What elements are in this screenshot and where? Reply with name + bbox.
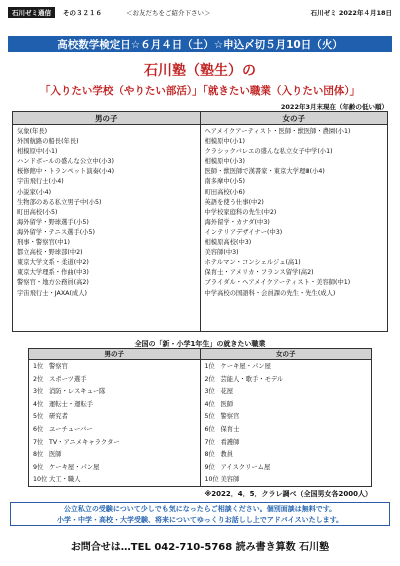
rank-number: 1位 <box>33 363 44 370</box>
ranking-row <box>33 374 196 387</box>
consultation-line-1: 公立私立の受験について少しでも気になったらご相談ください。個別面談は無料です。 <box>63 505 337 513</box>
rank-job: 保育士 <box>220 425 240 433</box>
ranking-row <box>205 474 368 487</box>
ranking-row <box>33 437 196 450</box>
publish-date: 石川ゼミ 2022年４月18日 <box>310 8 392 17</box>
rank-number: 7位 <box>204 438 215 446</box>
ranking-row <box>205 462 368 475</box>
rank-number: 4位 <box>33 400 44 408</box>
wish-row: 中学校家庭科の先生(中2) <box>204 208 277 216</box>
consultation-box <box>10 502 390 526</box>
ranking-boys-header: 男の子 <box>29 349 201 359</box>
wishes-table-header <box>13 112 387 125</box>
rank-job: 看護師 <box>220 438 240 446</box>
wish-row: 刑事・警察官(中1) <box>17 239 70 247</box>
wish-row: 東京大学理系・作曲(中3) <box>17 269 89 277</box>
girls-wishes-column <box>201 125 388 331</box>
exam-date-banner: 高校数学検定日☆６月４日（土）☆申込〆切５月10日（火） <box>8 36 392 52</box>
ranking-row <box>205 361 368 374</box>
rank-job: 警察官 <box>49 363 68 370</box>
rank-job: 研究者 <box>49 413 68 421</box>
wish-row: 生物部のある私立男子中(小5) <box>17 198 102 206</box>
wish-row: 相模原高校(中3) <box>204 239 252 247</box>
ranking-table-header <box>29 349 371 360</box>
wish-row: 相模原中(小1) <box>204 138 245 146</box>
wish-row: クラシックバレエの盛んな私立女子中学(小1) <box>204 148 333 156</box>
ranking-row <box>33 424 196 437</box>
newsletter-header <box>8 6 392 18</box>
rank-job: 美容師 <box>220 476 240 484</box>
rank-job: スポーツ選手 <box>49 375 87 383</box>
girls-column-header: 女の子 <box>282 114 305 123</box>
rank-number: 8位 <box>204 451 215 459</box>
rank-job: ユーチューバー <box>49 425 93 433</box>
ranking-girls-header: 女の子 <box>276 350 296 358</box>
rank-job: 花屋 <box>220 388 234 396</box>
rank-number: 1位 <box>204 363 215 370</box>
wish-row: 宇宙飛行士・JAXA(成人) <box>17 289 87 297</box>
rank-job: 芸能人・歌手・モデル <box>220 375 284 383</box>
ranking-row <box>33 399 196 412</box>
ranking-row <box>205 449 368 462</box>
newsletter-tag: 石川ゼミ通信 <box>8 7 55 18</box>
rank-number: 3位 <box>204 388 215 396</box>
wish-row: ヘアメイクアーティスト・医師・獣医師・農園(小1) <box>204 128 351 135</box>
wish-row: 相模原中(小1) <box>17 148 58 156</box>
wish-row: 相模原中(小3) <box>204 158 245 166</box>
rank-job: 医師 <box>220 400 234 408</box>
wish-row: 町田高校(小6) <box>204 188 245 196</box>
wish-row: ブライダル・ヘアメイクアーティスト・美容師(中1) <box>204 279 351 287</box>
wish-row: ハンドボールの盛んな公立中(小3) <box>17 158 114 166</box>
wish-row: 小説家(小4) <box>17 188 52 196</box>
wish-row: 都立高校・野球部(中2) <box>17 249 83 257</box>
rank-number: 8位 <box>33 451 44 459</box>
ranking-boys-column <box>29 360 201 487</box>
ranking-girls-column <box>201 360 372 487</box>
rank-number: 2位 <box>33 375 44 383</box>
rank-job: 警察官 <box>220 413 240 421</box>
rank-number: 7位 <box>33 438 44 446</box>
referral-note: ＜お友だちをご紹介下さい＞ <box>126 8 211 17</box>
ranking-row <box>205 411 368 424</box>
wish-row: 保育士・アメリカ・フランス留学(高2) <box>204 269 314 277</box>
wish-row: 美容師(中3) <box>204 249 239 257</box>
rank-job: TV・アニメキャラクター <box>49 438 120 446</box>
wish-row: 町田高校(小5) <box>17 208 58 216</box>
ranking-row <box>33 386 196 399</box>
ranking-row <box>33 474 196 487</box>
wishes-table <box>12 111 388 332</box>
rank-job: ケーキ屋・パン屋 <box>49 463 100 471</box>
ranking-table <box>28 348 372 487</box>
ranking-row <box>205 386 368 399</box>
ranking-row <box>33 462 196 475</box>
rank-number: 9位 <box>33 463 44 471</box>
rank-job: 教員 <box>220 451 234 459</box>
contact-line: お問合せは…TEL 042-710-5768 読み書き算数 石川塾 <box>70 542 330 553</box>
wish-row: 南多摩中(小5) <box>204 178 245 186</box>
boys-column-header: 男の子 <box>13 112 201 124</box>
rank-number: 5位 <box>204 413 215 421</box>
wish-row: 宇宙飛行士(小4) <box>17 178 64 186</box>
ranking-row <box>205 437 368 450</box>
ranking-row <box>33 449 196 462</box>
rank-number: 2位 <box>204 375 215 383</box>
rank-number: 3位 <box>33 388 44 396</box>
rank-number: 9位 <box>204 463 215 471</box>
rank-number: 6位 <box>33 425 44 433</box>
wish-row: 外国航路の船長(年長) <box>17 138 79 146</box>
wish-row: 英語を使う仕事(中2) <box>204 198 264 206</box>
wish-row: 警察官・地方公務員(高2) <box>17 279 89 287</box>
rank-job: 消防・レスキュー隊 <box>49 388 106 396</box>
wish-row: 海外留学・野球選手(小5) <box>17 218 89 226</box>
issue-number: その３２１６ <box>63 8 102 17</box>
ranking-row <box>33 411 196 424</box>
rank-number: 4位 <box>204 400 215 408</box>
wish-row: 東京大学文系・柔道(中2) <box>17 259 89 267</box>
rank-number: 10位 <box>204 476 219 484</box>
rank-job: 運転士・運転手 <box>49 400 94 408</box>
ranking-source: ※2022．4．5．クラレ調べ（全国男女各2000人） <box>204 490 372 498</box>
rank-number: 10位 <box>33 476 48 484</box>
rank-number: 6位 <box>204 425 215 433</box>
wish-row: 桜修館中・トランペット演奏(小4) <box>17 168 115 176</box>
rank-job: 医師 <box>49 451 62 459</box>
rank-job: ケーキ屋・パン屋 <box>220 363 271 370</box>
ranking-row <box>33 361 196 374</box>
consultation-line-2: 小学・中学・高校・大学受験、将来についてゆっくりお話しし上でアドバイスいたします。 <box>56 516 344 524</box>
ranking-title: 全国の「新・小学1年生」の就きたい職業 <box>134 340 266 348</box>
rank-job: 大工・職人 <box>49 476 81 484</box>
ranking-row <box>205 374 368 387</box>
ranking-row <box>205 424 368 437</box>
rank-job: アイスクリーム屋 <box>220 463 271 471</box>
boys-wishes-column <box>13 125 201 331</box>
wish-row: 中学高校の国語科・会員課の先生・先生(成人) <box>204 289 336 297</box>
survey-note: 2022年3月末現在（年齢の低い順） <box>280 103 388 111</box>
wish-row: ホテルマン・コンシェルジュ(高1) <box>204 259 301 267</box>
rank-number: 5位 <box>33 413 44 421</box>
wish-row: 気象(年長) <box>17 128 48 135</box>
wish-row: 海外留学・カナダ(中3) <box>204 218 270 226</box>
page-title: 石川塾（塾生）の <box>144 63 256 79</box>
ranking-row <box>205 399 368 412</box>
wish-row: 医師・獣医師で漢書家・東京大学理Ⅲ(小4) <box>204 168 325 176</box>
wish-row: インテリアデザイナー(中3) <box>204 228 283 236</box>
wish-row: 海外留学・テニス選手(小5) <box>17 228 95 236</box>
page-subtitle: 「入りたい学校（やりたい部活）」「就きたい職業（入りたい団体）」 <box>39 85 361 97</box>
